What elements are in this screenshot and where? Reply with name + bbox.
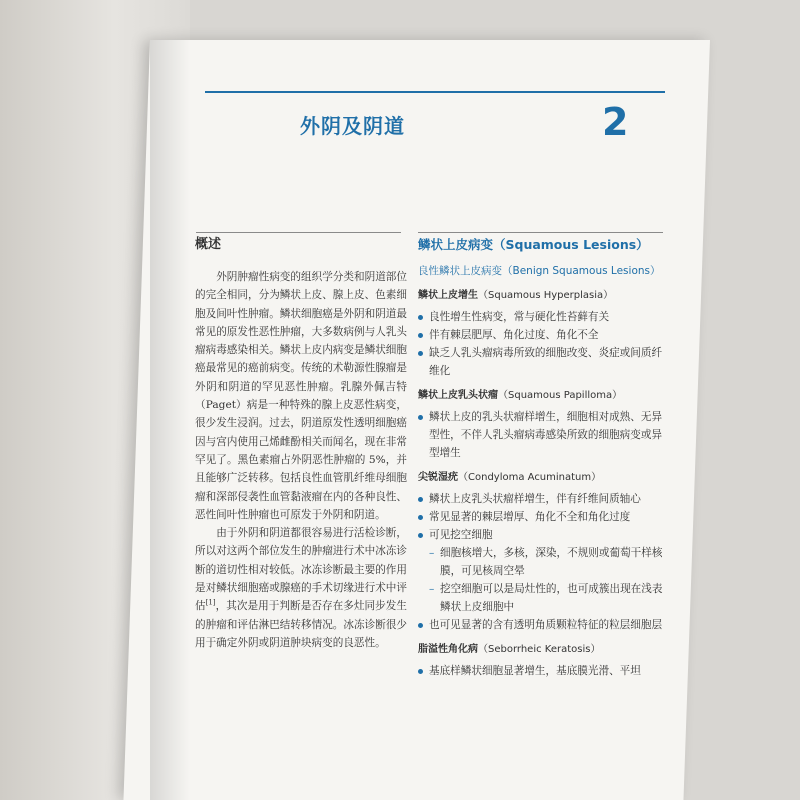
section-title-en: （Squamous Papilloma） — [498, 390, 623, 401]
sub-list-item: – 细胞核增大，多核，深染，不规则或葡萄干样核膜，可见核周空晕 — [418, 544, 668, 580]
chapter-number: 2 — [602, 100, 629, 144]
left-column-rule — [196, 232, 401, 233]
sub-list-item: – 挖空细胞可以是局灶性的，也可成簇出现在浅表鳞状上皮细胞中 — [418, 580, 668, 616]
list-item: 鳞状上皮的乳头状瘤样增生，细胞相对成熟、无异型性，不伴人乳头瘤病毒感染所致的细胞病变或异型增生 — [418, 408, 668, 462]
section-title-cn: 鳞状上皮增生 — [418, 290, 478, 301]
squamous-lesions-heading: 鳞状上皮病变（Squamous Lesions） — [418, 237, 649, 252]
list-item: 缺乏人乳头瘤病毒所致的细胞改变、炎症或间质纤维化 — [418, 344, 668, 380]
list-item: 常见显著的棘层增厚、角化不全和角化过度 — [418, 508, 668, 526]
section-heading — [418, 288, 668, 304]
overview-column — [195, 236, 407, 652]
section-heading — [418, 470, 668, 486]
overview-heading: 概述 — [195, 237, 222, 252]
section-title-en: （Seborrheic Keratosis） — [478, 644, 601, 655]
list-item: 良性增生性病变，常与硬化性苔藓有关 — [418, 308, 668, 326]
chapter-top-rule — [205, 91, 665, 93]
squamous-lesions-column — [418, 236, 668, 680]
right-column-rule — [418, 232, 663, 233]
section-heading — [418, 388, 668, 404]
citation-ref: [1] — [205, 598, 216, 607]
overview-paragraph-2 — [195, 524, 407, 652]
paragraph-2-tail: ，其次是用于判断是否存在多灶同步发生的肿瘤和评估淋巴结转移情况。冰冻诊断很少用于确定外阴或阴道肿块病变的良恶性。 — [195, 600, 408, 649]
list-item: 可见挖空细胞 — [418, 526, 668, 544]
section-title-cn: 鳞状上皮乳头状瘤 — [418, 390, 498, 401]
bullet-list — [418, 308, 668, 380]
section-title-cn: 尖锐湿疣 — [418, 472, 458, 483]
bullet-list — [418, 490, 668, 634]
bullet-list — [418, 408, 668, 462]
chapter-title: 外阴及阴道 — [300, 114, 405, 138]
list-item: 也可见显著的含有透明角质颗粒特征的粒层细胞层 — [418, 616, 668, 634]
benign-lesions-subheading: 良性鳞状上皮病变（Benign Squamous Lesions） — [418, 265, 661, 277]
section-title-cn: 脂溢性角化病 — [418, 644, 478, 655]
list-item: 伴有棘层肥厚、角化过度、角化不全 — [418, 326, 668, 344]
bullet-list — [418, 662, 668, 680]
section-title-en: （Squamous Hyperplasia） — [478, 290, 614, 301]
section-title-en: （Condyloma Acuminatum） — [458, 472, 602, 483]
paragraph-2-text: 由于外阴和阴道都很容易进行活检诊断，所以对这两个部位发生的肿瘤进行术中冰冻诊断的道切性相对较低。冰冻诊断最主要的作用是对鳞状细胞癌或腺癌的手术切缘进行术中评估 — [195, 527, 407, 613]
list-item: 基底样鳞状细胞显著增生，基底膜光滑、平坦 — [418, 662, 668, 680]
section-heading — [418, 642, 668, 658]
overview-paragraph-1: 外阴肿瘤性病变的组织学分类和阴道部位的完全相同，分为鳞状上皮、腺上皮、色素细胞及间叶性肿瘤。鳞状细胞癌是外阴和阴道最常见的原发性恶性肿瘤，大多数病例与人乳头瘤病毒感染相关。鳞状上皮内病变是鳞状细胞癌最常见的癌前病变。传统的术勒源性腺瘤是外阴和阴道的罕见恶性肿瘤。乳腺外佩吉特（Paget）病是一种特殊的腺上皮恶性病变，很少发生浸润。过去，阴道原发性透明细胞癌因与宫内使用己烯雌酚相关而闻名，现在非常罕见了。黑色素瘤占外阴恶性肿瘤的 5%，并且能够广泛转移。包括良性血管肌纤维母细胞瘤和深部侵袭性血管黏液瘤在内的各种良性、恶性间叶性肿瘤也可原发于外阴和阴道。 — [195, 271, 407, 521]
list-item: 鳞状上皮乳头状瘤样增生，伴有纤维间质轴心 — [418, 490, 668, 508]
